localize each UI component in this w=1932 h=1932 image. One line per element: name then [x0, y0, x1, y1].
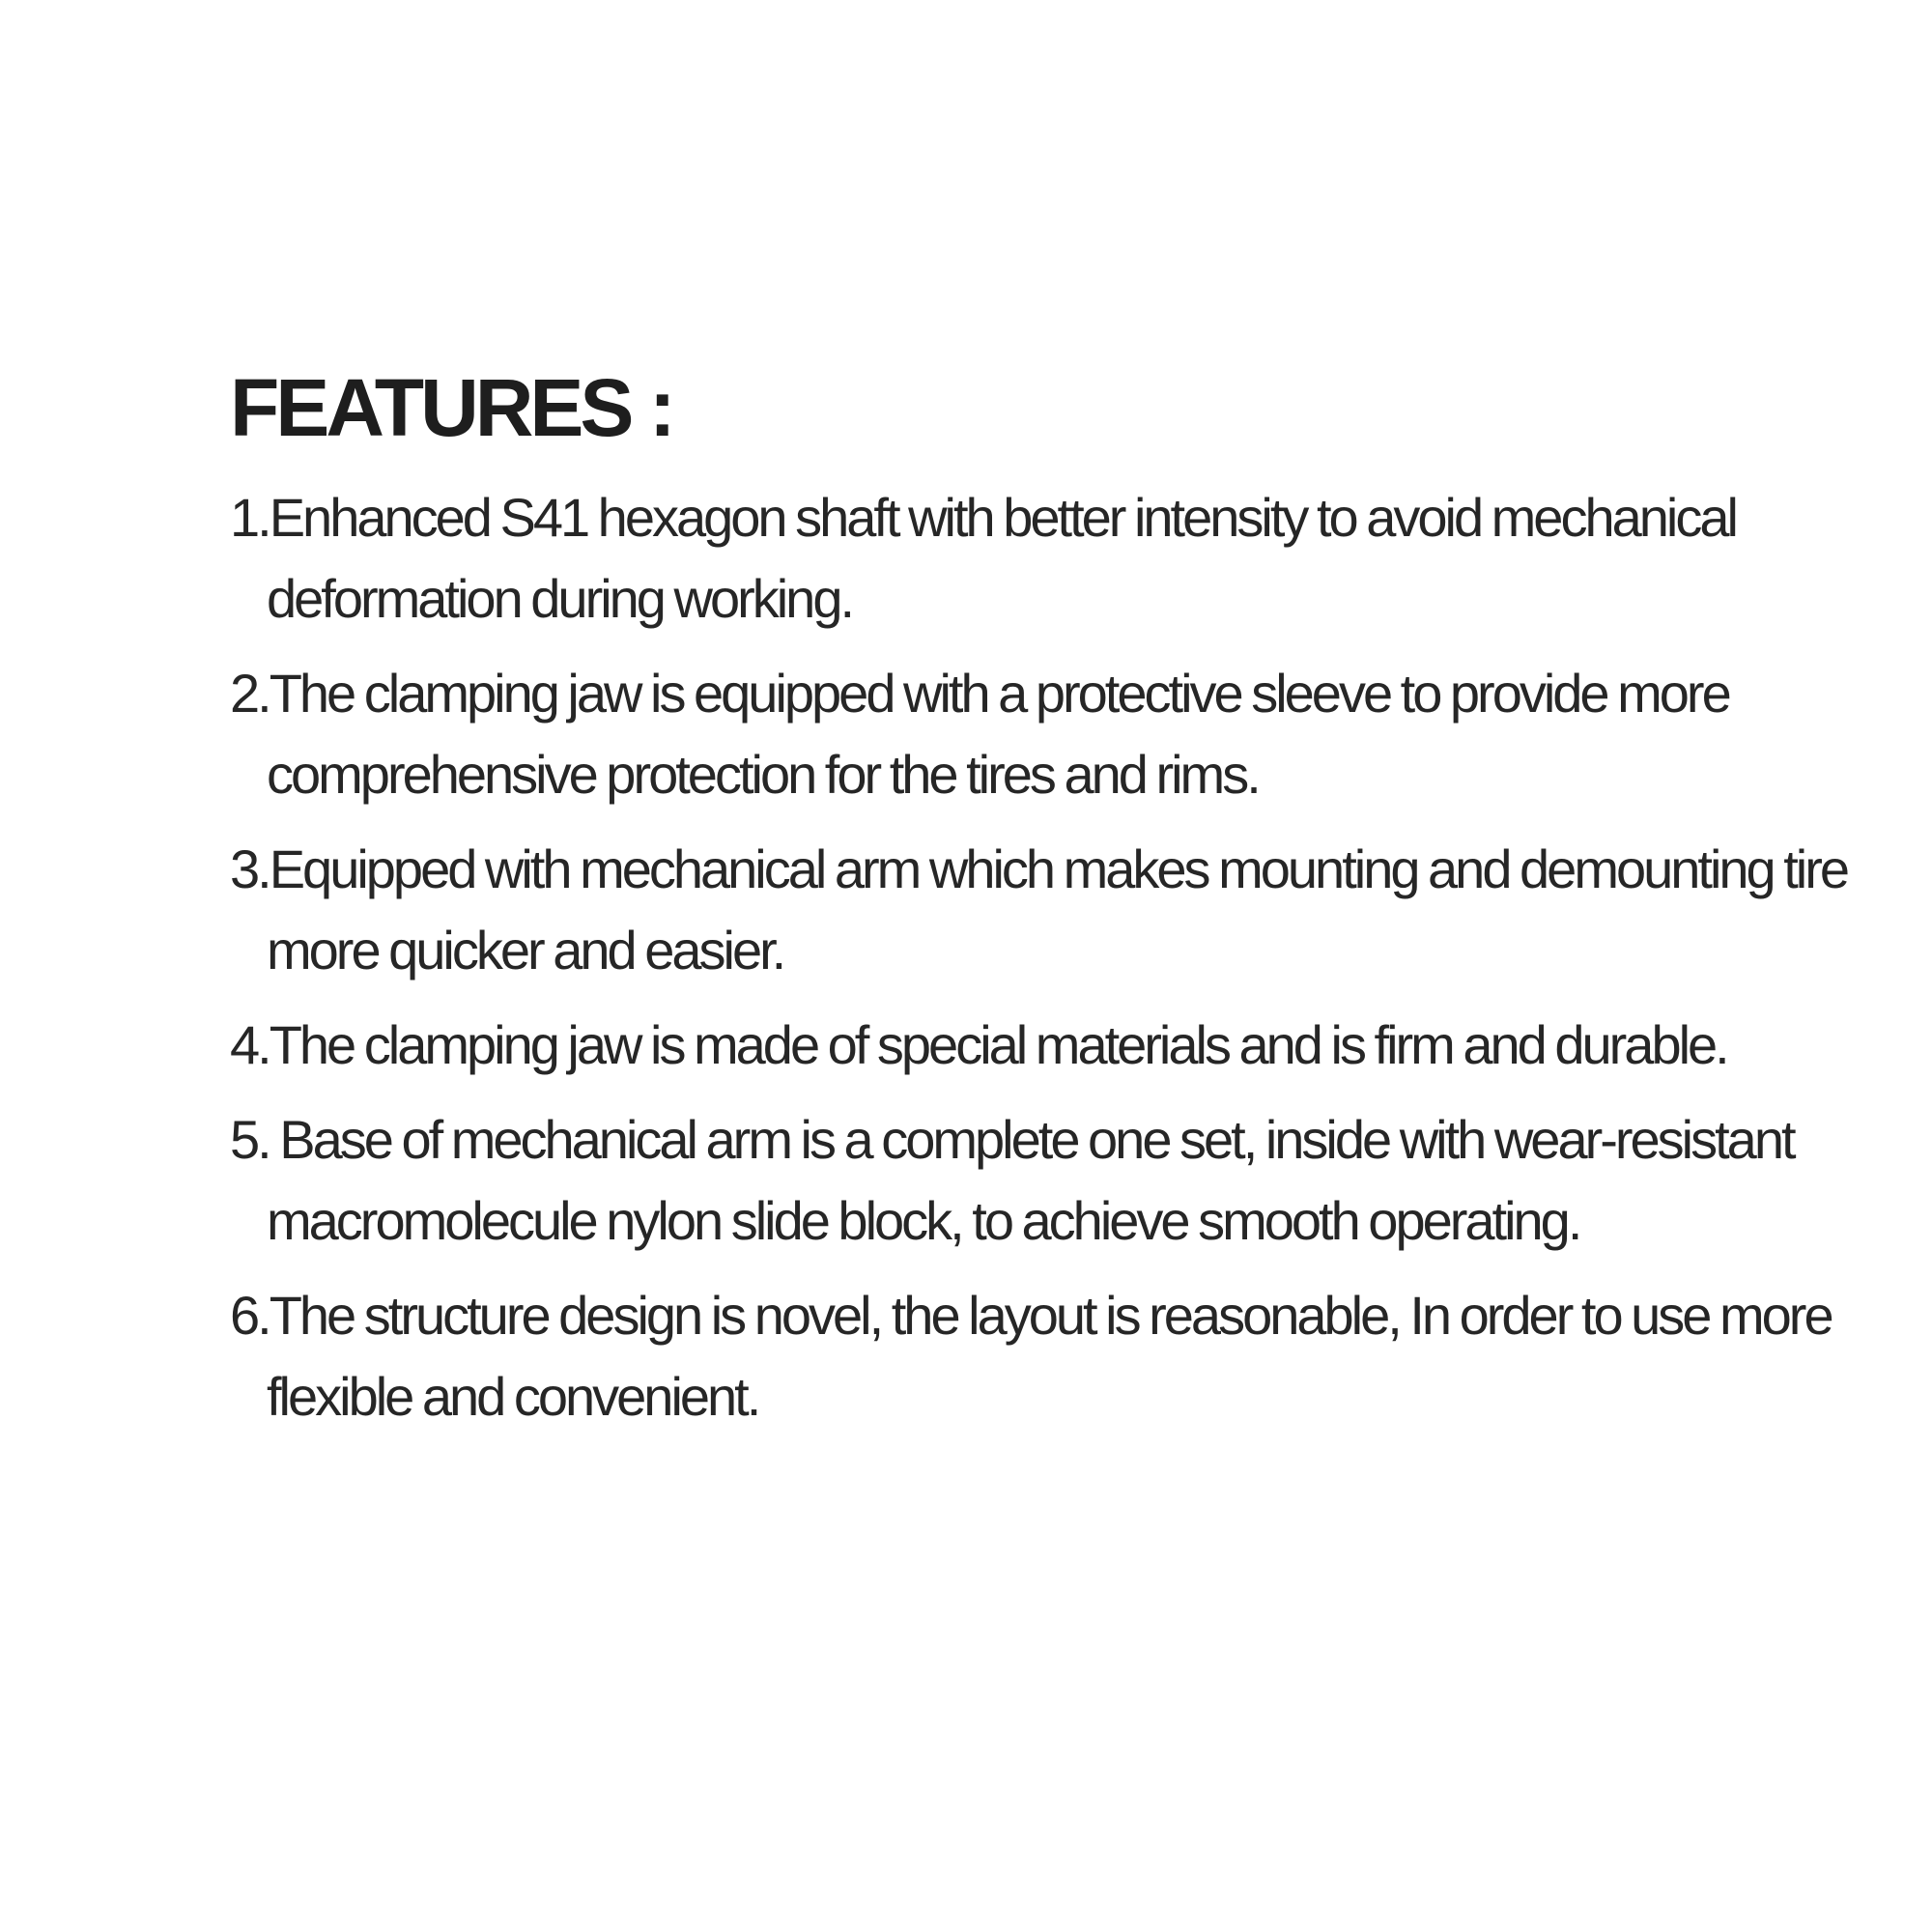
feature-1-line-1: 1.Enhanced S41 hexagon shaft with better intensity to avoid mechanical [230, 487, 1736, 548]
feature-item-5 [230, 1099, 1794, 1262]
feature-1-line-2: deformation during working. [267, 568, 853, 629]
feature-5-line-2: macromolecule nylon slide block, to achieve smooth operating. [267, 1190, 1580, 1251]
feature-6-line-1: 6.The structure design is novel, the layout is reasonable, In order to use more [230, 1285, 1832, 1346]
feature-3-line-1: 3.Equipped with mechanical arm which makes mounting and demounting tire [230, 838, 1848, 899]
feature-5-line-1: 5. Base of mechanical arm is a complete one set, inside with wear-resistant [230, 1109, 1794, 1170]
feature-item-1 [230, 477, 1776, 639]
features-panel [230, 359, 1848, 1451]
feature-4-line-1: 4.The clamping jaw is made of special materials and is firm and durable. [230, 1014, 1727, 1075]
feature-item-6 [230, 1275, 1832, 1437]
feature-item-4 [230, 1005, 1776, 1086]
feature-item-3 [230, 829, 1848, 991]
feature-6-line-2: flexible and convenient. [267, 1366, 759, 1427]
features-title: FEATURES : [230, 362, 672, 453]
feature-2-line-2: comprehensive protection for the tires and rims. [267, 744, 1259, 805]
features-list [230, 477, 1848, 1437]
feature-3-line-2: more quicker and easier. [267, 920, 784, 980]
feature-2-line-1: 2.The clamping jaw is equipped with a protective sleeve to provide more [230, 663, 1729, 724]
feature-item-2 [230, 653, 1776, 815]
